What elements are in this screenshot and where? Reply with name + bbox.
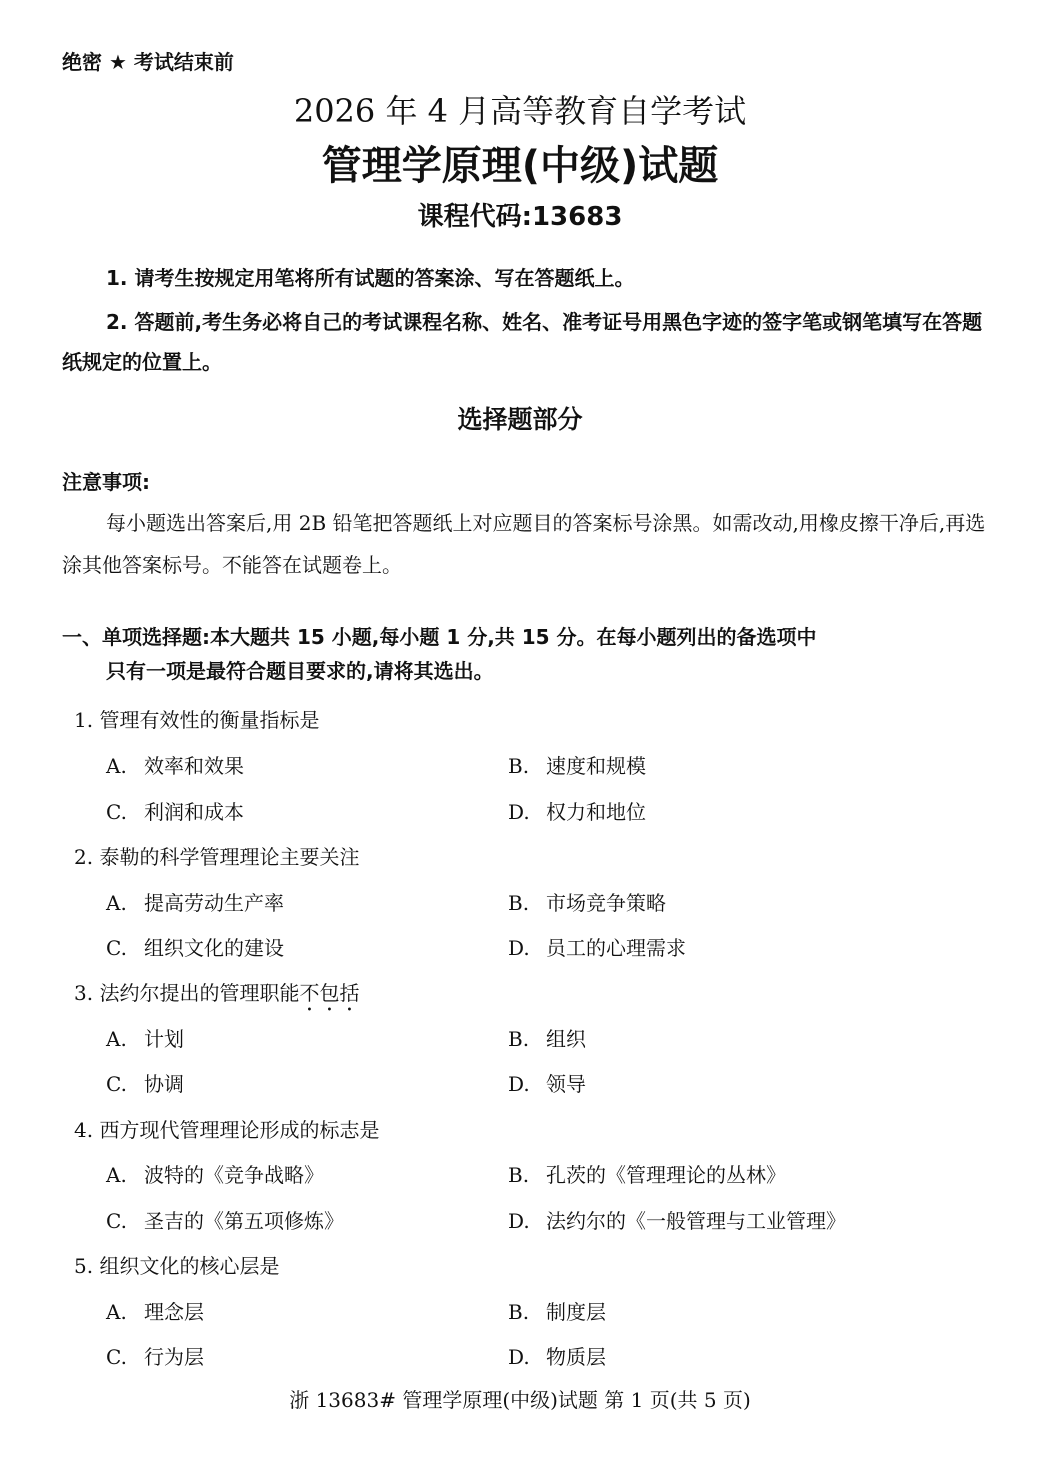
option-letter: C. <box>106 800 127 824</box>
option-c <box>106 1068 184 1097</box>
option-d <box>508 796 646 825</box>
question-number: 1. <box>74 708 94 732</box>
part-title: 选择题部分 <box>457 405 583 434</box>
question-number: 2. <box>74 845 94 869</box>
confidential-label: 绝密 ★ 考试结束前 <box>62 50 234 74</box>
option-letter: A. <box>106 891 127 915</box>
option-d <box>508 1341 606 1370</box>
question-stem <box>74 841 359 870</box>
option-letter: B. <box>508 754 530 778</box>
option-letter: D. <box>508 800 530 824</box>
question-stem <box>74 704 319 733</box>
option-text: 计划 <box>144 1027 184 1051</box>
option-text: 效率和效果 <box>144 754 244 778</box>
page-footer: 浙 13683# 管理学原理(中级)试题 第 1 页(共 5 页) <box>289 1388 751 1412</box>
option-a <box>106 750 244 779</box>
option-a <box>106 887 284 916</box>
option-b <box>508 750 646 779</box>
question-text: 管理有效性的衡量指标是 <box>99 708 320 732</box>
option-d <box>508 1068 586 1097</box>
option-text: 速度和规模 <box>546 754 646 778</box>
question-stem <box>74 1250 279 1279</box>
instruction-2: 2. 答题前,考生务必将自己的考试课程名称、姓名、准考证号用黑色字迹的签字笔或钢笔填写在答题纸规定的位置上。 <box>62 310 983 374</box>
option-text: 提高劳动生产率 <box>144 891 284 915</box>
option-text: 组织 <box>546 1027 586 1051</box>
option-c <box>106 932 284 961</box>
option-letter: A. <box>106 1163 127 1187</box>
question-text: 法约尔提出的管理职能 <box>99 981 300 1005</box>
option-letter: C. <box>106 1072 127 1096</box>
option-letter: A. <box>106 754 127 778</box>
emphasized-text: 不包括 <box>299 981 360 1005</box>
option-text: 圣吉的《第五项修炼》 <box>144 1209 344 1233</box>
option-text: 利润和成本 <box>144 800 244 824</box>
question-number: 5. <box>74 1254 94 1278</box>
notice-body: 每小题选出答案后,用 2B 铅笔把答题纸上对应题目的答案标号涂黑。如需改动,用橡皮擦干净后,再选涂其他答案标号。不能答在试题卷上。 <box>62 511 986 577</box>
section-heading <box>62 620 962 688</box>
option-b <box>508 887 666 916</box>
option-text: 员工的心理需求 <box>546 936 686 960</box>
question-text: 组织文化的核心层是 <box>99 1254 280 1278</box>
option-b <box>508 1159 786 1188</box>
option-text: 领导 <box>546 1072 586 1096</box>
question-stem <box>74 977 359 1016</box>
option-b <box>508 1296 606 1325</box>
instruction-1: 1. 请考生按规定用笔将所有试题的答案涂、写在答题纸上。 <box>106 266 635 290</box>
option-letter: A. <box>106 1300 127 1324</box>
option-c <box>106 1205 344 1234</box>
option-d <box>508 1205 846 1234</box>
exam-title: 2026 年 4 月高等教育自学考试 <box>293 92 747 130</box>
option-text: 孔茨的《管理理论的丛林》 <box>546 1163 786 1187</box>
option-text: 行为层 <box>144 1345 204 1369</box>
option-text: 物质层 <box>546 1345 606 1369</box>
option-text: 波特的《竞争战略》 <box>144 1163 324 1187</box>
option-text: 市场竞争策略 <box>546 891 666 915</box>
option-letter: A. <box>106 1027 127 1051</box>
option-text: 协调 <box>144 1072 184 1096</box>
option-letter: D. <box>508 1209 530 1233</box>
option-letter: C. <box>106 936 127 960</box>
option-letter: D. <box>508 936 530 960</box>
subject-title: 管理学原理(中级)试题 <box>321 143 719 189</box>
option-letter: B. <box>508 1163 530 1187</box>
option-letter: D. <box>508 1345 530 1369</box>
option-letter: C. <box>106 1209 127 1233</box>
option-letter: C. <box>106 1345 127 1369</box>
option-letter: B. <box>508 1300 530 1324</box>
option-text: 理念层 <box>144 1300 204 1324</box>
option-b <box>508 1023 586 1052</box>
option-letter: D. <box>508 1072 530 1096</box>
option-text: 组织文化的建设 <box>144 936 284 960</box>
option-c <box>106 796 244 825</box>
question-number: 4. <box>74 1118 94 1142</box>
notice-heading: 注意事项: <box>62 470 150 494</box>
option-a <box>106 1296 204 1325</box>
option-c <box>106 1341 204 1370</box>
question-text: 泰勒的科学管理理论主要关注 <box>99 845 360 869</box>
option-letter: B. <box>508 1027 530 1051</box>
option-text: 制度层 <box>546 1300 606 1324</box>
section-heading-line-1: 一、单项选择题:本大题共 15 小题,每小题 1 分,共 15 分。在每小题列出的备选项中 <box>62 625 817 649</box>
course-code: 课程代码:13683 <box>417 202 623 232</box>
option-text: 权力和地位 <box>546 800 646 824</box>
question-text: 西方现代管理理论形成的标志是 <box>99 1118 380 1142</box>
question-stem <box>74 1114 379 1143</box>
option-text: 法约尔的《一般管理与工业管理》 <box>546 1209 846 1233</box>
option-a <box>106 1023 184 1052</box>
section-heading-line-2: 只有一项是最符合题目要求的,请将其选出。 <box>106 659 494 683</box>
option-a <box>106 1159 324 1188</box>
option-letter: B. <box>508 891 530 915</box>
question-number: 3. <box>74 981 94 1005</box>
option-d <box>508 932 686 961</box>
